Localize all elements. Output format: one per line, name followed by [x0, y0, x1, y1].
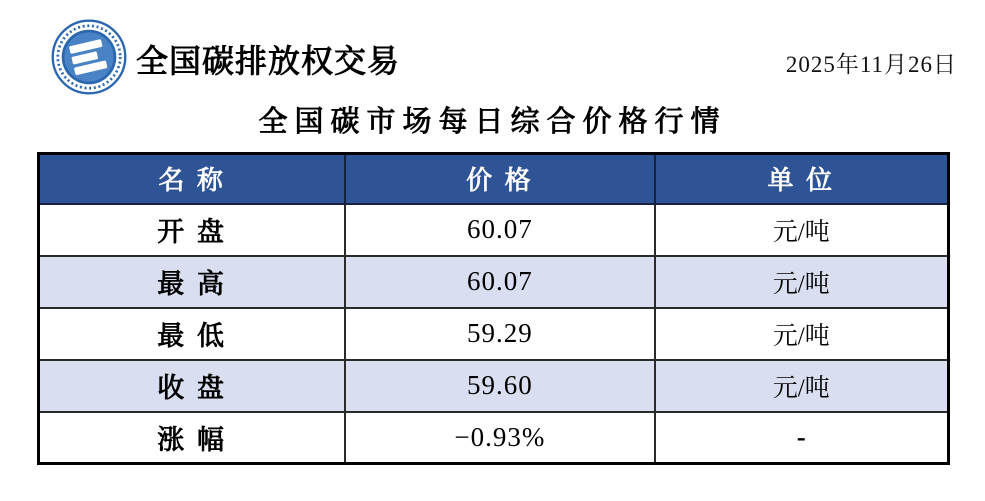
row-price: 60.07 [345, 204, 654, 256]
row-unit: 元/吨 [655, 360, 949, 412]
table-row-low [39, 308, 949, 360]
report-date: 2025年11月26日 [785, 52, 957, 77]
row-label: 最 高 [39, 256, 346, 308]
row-unit: 元/吨 [655, 308, 949, 360]
column-header-price: 价 格 [345, 154, 654, 204]
row-price: 59.29 [345, 308, 654, 360]
carbon-exchange-logo-icon [50, 18, 128, 96]
row-label: 最 低 [39, 308, 346, 360]
row-label: 收 盘 [39, 360, 346, 412]
table-row-open [39, 204, 949, 256]
daily-price-table [37, 152, 950, 465]
row-label: 开 盘 [39, 204, 346, 256]
brand-title: 全国碳排放权交易 [136, 43, 401, 79]
row-unit: 元/吨 [655, 204, 949, 256]
row-label: 涨 幅 [39, 412, 346, 464]
column-header-name: 名 称 [39, 154, 346, 204]
table-row-high [39, 256, 949, 308]
table-row-close [39, 360, 949, 412]
column-header-unit: 单 位 [655, 154, 949, 204]
row-unit: - [655, 412, 949, 464]
table-row-change [39, 412, 949, 464]
row-price: −0.93% [345, 412, 654, 464]
row-price: 59.60 [345, 360, 654, 412]
row-unit: 元/吨 [655, 256, 949, 308]
table-header-row [39, 154, 949, 204]
page-title: 全国碳市场每日综合价格行情 [258, 106, 727, 138]
row-price: 60.07 [345, 256, 654, 308]
